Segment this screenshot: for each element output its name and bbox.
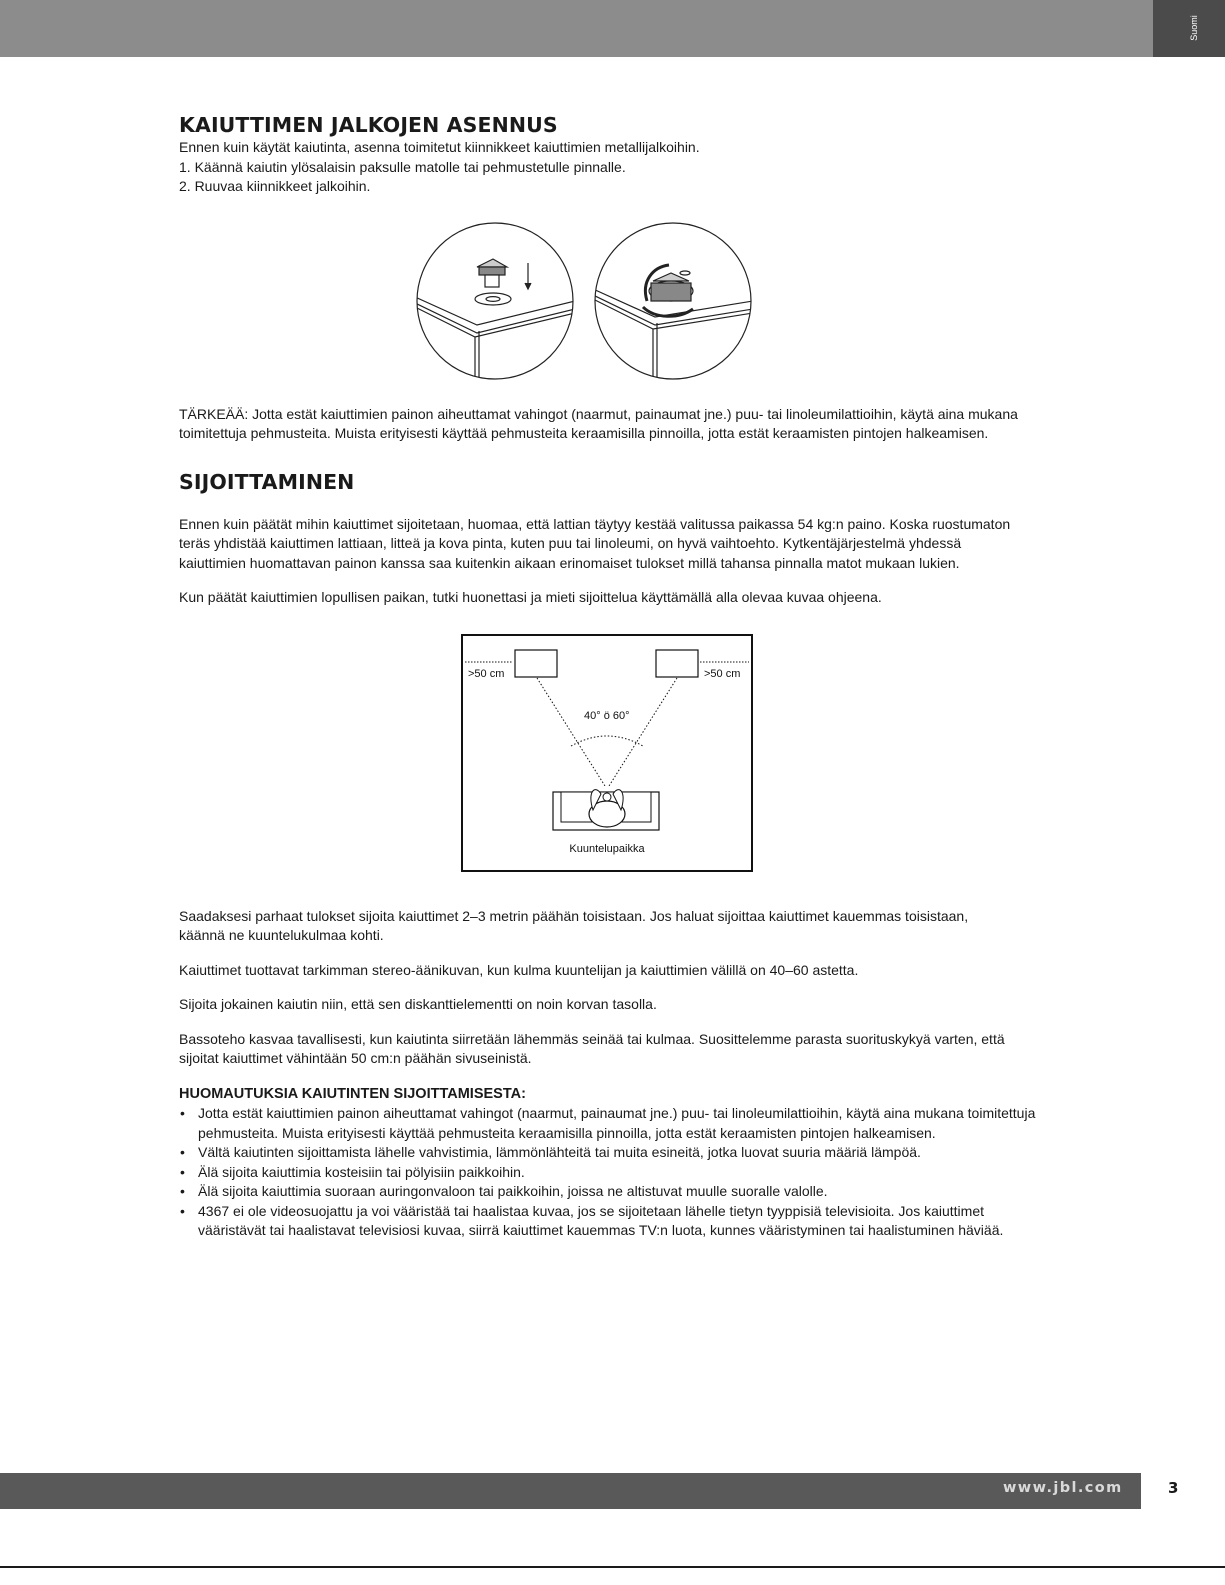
placement-para-1: Ennen kuin päätät mihin kaiuttimet sijoitetaan, huomaa, että lattian täytyy kestää valitussa paikassa 54 kg:n paino. Koska ruostumaton teräs yhdistää kaiuttimen lattiaan, litteä ja kova pinta, kuten puu tai linoleumi, on hyvä vaihtoehto. Kytkentäjärjestelmä yhdessä kaiuttimien huomattavan painon kanssa saa kuitenkin aikaan erinomaiset tulokset millä tahansa pinnalla matot mukaan lukien. — [179, 515, 1011, 571]
left-distance-label: >50 cm — [468, 667, 505, 680]
feet-step-1: 1. Käännä kaiutin ylösalaisin paksulle matolle tai pehmustetulle pinnalle. — [179, 158, 626, 175]
list-item: • Jotta estät kaiuttimien painon aiheuttamat vahingot (naarmut, painaumat jne.) puu- tai linoleumilattioihin, käytä aina mukana toimitettuja pehmusteita. Muista erityisesti käyttää pehmusteita keraamisilla pinnoilla, jotta estät keraamisten pintojen halkeamisen. — [179, 1104, 1049, 1143]
listening-position-label: Kuuntelupaikka — [569, 842, 645, 855]
notes-list — [179, 1104, 1049, 1241]
notes-title: HUOMAUTUKSIA KAIUTINTEN SIJOITTAMISESTA: — [179, 1085, 526, 1102]
feet-step-2: 2. Ruuvaa kiinnikkeet jalkoihin. — [179, 178, 371, 194]
list-item: • Vältä kaiutinten sijoittamista lähelle vahvistimia, lämmönlähteitä tai muita esineitä, jotka luovat suuria määriä lämpöä. — [179, 1143, 1049, 1163]
placement-para-3: Saadaksesi parhaat tulokset sijoita kaiuttimet 2–3 metrin päähän toisistaan. Jos haluat sijoittaa kaiuttimet kauemmas toisistaan, käännä ne kuuntelukulmaa kohti. — [179, 907, 969, 943]
footer-bar — [0, 1473, 1141, 1509]
placement-para-5: Sijoita jokainen kaiutin niin, että sen diskanttielementti on noin korvan tasolla. — [179, 996, 657, 1012]
list-item: • Älä sijoita kaiuttimia kosteisiin tai pölyisiin paikkoihin. — [179, 1163, 1049, 1183]
header-bar — [0, 0, 1153, 57]
list-item: • 4367 ei ole videosuojattu ja voi vääristää tai haalistaa kuvaa, jos se sijoitetaan lähelle tietyn tyyppisiä televisioita. Jos kaiuttimet vääristävät tai haalistavat televisiosi kuvaa, siirrä kaiuttimet kauemmas TV:n luota, kunnes vääristyminen tai haalistuminen häviää. — [179, 1202, 1049, 1241]
list-item: • Älä sijoita kaiuttimia suoraan auringonvaloon tai paikkoihin, joissa ne altistuvat muulle suoralle valolle. — [179, 1182, 1049, 1202]
listening-position-diagram — [461, 634, 753, 872]
feet-intro: Ennen kuin käytät kaiutinta, asenna toimitetut kiinnikkeet kaiuttimien metallijalkoihin. — [179, 139, 700, 155]
placement-para-2: Kun päätät kaiuttimien lopullisen paikan, tutki huonettasi ja mieti sijoittelua käyttämällä alla olevaa kuvaa ohjeena. — [179, 589, 882, 605]
page-content — [179, 112, 1049, 1241]
spike-placement-illustration — [415, 221, 575, 381]
section-title-placement: SIJOITTAMINEN — [179, 469, 355, 494]
website-url[interactable]: www.jbl.com — [1003, 1480, 1123, 1496]
feet-instructions — [179, 138, 1049, 197]
angle-label: 40° ö 60° — [584, 709, 630, 722]
page-number: 3 — [1168, 1479, 1179, 1497]
feet-install-figure — [119, 221, 1049, 381]
bottom-rule — [0, 1566, 1225, 1568]
placement-para-6: Bassoteho kasvaa tavallisesti, kun kaiutinta siirretään lähemmäs seinää tai kulmaa. Suosittelemme parasta suorituskykyä varten, että sijoitat kaiuttimet vähintään 50 cm:n päähän sivuseinistä. — [179, 1030, 1005, 1066]
language-label: Suomi — [1189, 15, 1199, 41]
spike-screwing-illustration — [593, 221, 753, 381]
section-title-feet: KAIUTTIMEN JALKOJEN ASENNUS — [179, 113, 558, 137]
right-distance-label: >50 cm — [704, 667, 741, 680]
right-speaker-box — [656, 650, 698, 677]
left-speaker-box — [515, 650, 557, 677]
important-note: TÄRKEÄÄ: Jotta estät kaiuttimien painon aiheuttamat vahingot (naarmut, painaumat jne.) puu- tai linoleumilattioihin, käytä aina mukana toimitettuja pehmusteita. Muista erityisesti käyttää pehmusteita keraamisilla pinnoilla, jotta estät keraamisten pintojen halkeamisen. — [179, 405, 1018, 441]
placement-para-4: Kaiuttimet tuottavat tarkimman stereo-äänikuvan, kun kulma kuuntelijan ja kaiuttimien välillä on 40–60 astetta. — [179, 961, 859, 978]
